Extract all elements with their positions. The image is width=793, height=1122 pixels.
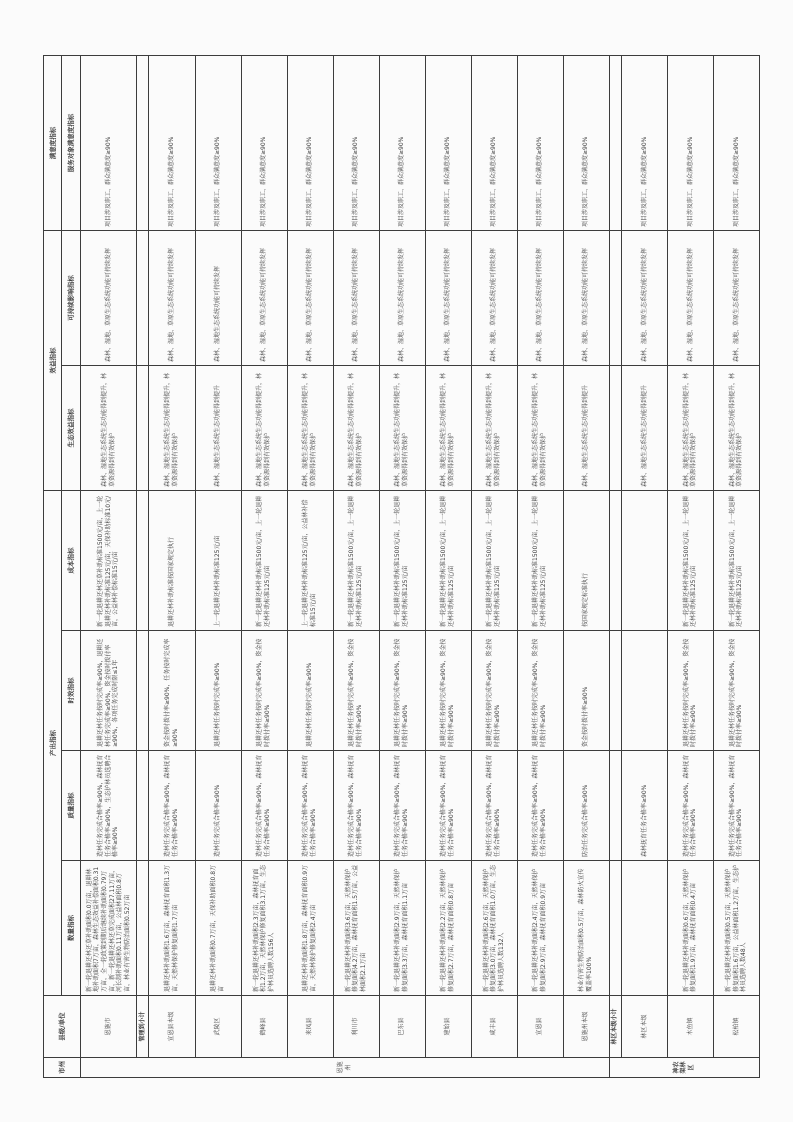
ecological-cell: 森林、湿地生态系统生态功能得到提升，林草资源得到有效保护 [333, 366, 379, 491]
empty-cell [609, 366, 621, 491]
service-cell: 项目涉及职工、群众满意度≥90% [149, 56, 195, 231]
sustainable-cell: 森林、湿地、草原生态系统功能可持续发挥 [425, 231, 471, 366]
header-satisfaction: 满意度指标 [44, 56, 62, 231]
county-name-cell: 宣恩县 [517, 996, 563, 1058]
county-row [621, 56, 667, 1078]
empty-cell [609, 631, 621, 751]
empty-cell [609, 56, 621, 231]
county-name-cell: 管理到小计 [137, 996, 149, 1058]
quality-cell: 造林任务完成合格率≥90%，森林抚育任务合格率≥90% [517, 751, 563, 861]
ecological-cell: 森林、湿地生态系统生态功能得到提升 [621, 366, 667, 491]
service-cell: 项目涉及职工、群众满意度≥90% [621, 56, 667, 231]
county-row [563, 56, 609, 1078]
county-row [195, 56, 241, 1078]
sustainable-cell: 森林、湿地、草原生态系统功能可持续发挥 [287, 231, 333, 366]
county-name-cell: 巴东县 [379, 996, 425, 1058]
county-name-cell: 利川市 [333, 996, 379, 1058]
county-name-cell: 恩施州本级 [563, 996, 609, 1058]
timeliness-cell: 资金按时拨付率≥90% [563, 631, 609, 751]
cost-cell: 新一轮退耕还林补助标准1500元/亩，上一轮退耕还林补助标准125元/亩 [517, 491, 563, 631]
ecological-cell: 森林、湿地生态系统生态功能得到提升 [195, 366, 241, 491]
quality-cell: 防治任务完成合格率≥90% [563, 751, 609, 861]
timeliness-cell: 资金按时拨付率≥90%，任务按时完成率≥90% [149, 631, 195, 751]
quality-cell: 造林任务完成合格率≥90%，森林抚育任务合格率≥90% [425, 751, 471, 861]
quantity-cell: 退耕还林补助面积0.7万亩，天保补助面积0.8万亩 [195, 861, 241, 996]
header-dept: 市州 [44, 1058, 81, 1078]
cost-cell: 新一轮退耕还林还草补助标准1500元/亩，上一轮退耕还林补助标准125元/亩，天保补助标准10元/亩，公益林补偿标准15元/亩 [80, 491, 136, 631]
quantity-cell: 新一轮退耕还林还草补助面积0.0万亩，退耕林地补助面积7万亩，森林生态效益补偿面积0.31万亩，全一轮政策到期后继续补助面积0.79万亩，新一轮退耕还林还草完成面积27.11万亩，河长制补助面积0.11万亩，公益林面积0.8万亩，林业有害生物防治面积0.52万亩 [80, 861, 136, 996]
service-cell: 项目涉及职工、群众满意度≥90% [713, 56, 759, 231]
quantity-cell: 新一轮退耕还林补助面积0.6万亩，天然林保护修复面积1.9万亩，森林抚育面积0.4万亩 [667, 861, 713, 996]
service-cell: 项目涉及职工、群众满意度≥90% [471, 56, 517, 231]
header-timeliness: 时效指标 [62, 631, 80, 751]
service-cell: 项目涉及职工、群众满意度≥90% [195, 56, 241, 231]
header-sustainable: 可持续影响指标 [62, 231, 80, 366]
county-row [287, 56, 333, 1078]
timeliness-cell: 退耕还林任务按时完成率≥90%，资金按时拨付率≥90% [713, 631, 759, 751]
quantity-cell: 退耕还林补助面积1.6万亩，森林抚育面积1.3万亩，天然林保护修复面积1.7万亩 [149, 861, 195, 996]
timeliness-cell: 退耕还林任务按时完成率≥90%，资金按时拨付率≥90% [379, 631, 425, 751]
county-row [713, 56, 759, 1078]
empty-cell [137, 231, 149, 366]
timeliness-cell: 退耕还林任务按时完成率≥90% [195, 631, 241, 751]
ecological-cell: 森林、湿地生态系统生态功能得到提升，林草资源得到有效保护 [241, 366, 287, 491]
sustainable-cell: 森林、湿地、草原生态系统功能可持续发挥 [241, 231, 287, 366]
quantity-cell: 新一轮退耕还林补助面积2.2万亩，天然林保护修复面积2.7万亩，森林抚育面积0.8万亩 [425, 861, 471, 996]
quality-cell: 造林任务完成合格率≥90%，森林抚育任务合格率≥90% [149, 751, 195, 861]
quantity-cell: 新一轮退耕还林补助面积2.9万亩，天然林保护修复面积3.3万亩，森林抚育面积1.1万亩 [379, 861, 425, 996]
timeliness-cell: 退耕还林任务按时完成率≥90%，资金按时拨付率≥90% [241, 631, 287, 751]
empty-cell [137, 56, 149, 231]
quality-cell: 造林任务完成合格率≥90%，森林抚育任务合格率≥90% [471, 751, 517, 861]
county-row [149, 56, 195, 1078]
timeliness-cell: 退耕还林任务按时完成率≥90%，资金按时拨付率≥90% [333, 631, 379, 751]
sustainable-cell: 森林、湿地、草原生态系统功能可持续发挥 [713, 231, 759, 366]
quality-cell: 森林抚育任务合格率≥90% [621, 751, 667, 861]
sustainable-cell: 森林、湿地生态系统功能可持续发挥 [195, 231, 241, 366]
quantity-cell: 新一轮退耕还林补助面积0.5万亩，天然林保护修复面积1.6万亩，公益林面积1.2万亩，生态护林员选聘人数48人 [713, 861, 759, 996]
timeliness-cell: 退耕还林任务按时完成率≥90%，资金按时拨付率≥90% [425, 631, 471, 751]
ecological-cell: 森林、湿地生态系统生态功能得到提升，林草资源得到有效保护 [379, 366, 425, 491]
subtotal-row [609, 56, 621, 1078]
county-name-cell: 恩施市 [80, 996, 136, 1058]
county-name-cell: 林区本级 [621, 996, 667, 1058]
quality-cell: 造林任务完成合格率≥90%，森林抚育任务合格率≥90% [241, 751, 287, 861]
service-cell: 项目涉及职工、群众满意度≥90% [80, 56, 136, 231]
timeliness-cell: 退耕还林任务按时完成率≥90% [287, 631, 333, 751]
cost-cell: 新一轮退耕还林补助标准1500元/亩，上一轮退耕还林补助标准125元/亩 [713, 491, 759, 631]
ecological-cell: 森林、湿地生态系统生态功能得到提升，林草资源得到有效保护 [517, 366, 563, 491]
header-quality: 质量指标 [62, 751, 80, 861]
sustainable-cell: 森林、湿地、草原生态系统功能可持续发挥 [563, 231, 609, 366]
header-effect: 效益指标 [44, 231, 62, 491]
quality-cell: 造林任务完成合格率≥90% [195, 751, 241, 861]
empty-cell [137, 366, 149, 491]
cost-cell: 新一轮退耕还林补助标准1500元/亩，上一轮退耕还林补助标准125元/亩 [241, 491, 287, 631]
sustainable-cell: 森林、湿地、草原生态系统功能可持续发挥 [149, 231, 195, 366]
service-cell: 项目涉及职工、群众满意度≥90% [517, 56, 563, 231]
timeliness-cell: 退耕还林任务按时完成率≥90%，资金按时拨付率≥90% [517, 631, 563, 751]
ecological-cell: 森林、湿地生态系统生态功能得到提升，林草资源得到有效保护 [667, 366, 713, 491]
ecological-cell: 森林、湿地生态系统生态功能得到提升，林草资源得到有效保护 [287, 366, 333, 491]
cost-cell: 新一轮退耕还林补助标准1500元/亩，上一轮退耕还林补助标准125元/亩 [379, 491, 425, 631]
header-sub: 县级/单位 [44, 996, 81, 1058]
ecological-cell: 森林、湿地生态系统生态功能得到提升，林草资源得到有效保护 [471, 366, 517, 491]
service-cell: 项目涉及职工、群众满意度≥90% [667, 56, 713, 231]
sustainable-cell: 森林、湿地、草原生态系统功能可持续发挥 [379, 231, 425, 366]
empty-cell [609, 861, 621, 996]
cost-cell: 按国家规定标准执行 [563, 491, 609, 631]
service-cell: 项目涉及职工、群众满意度≥90% [333, 56, 379, 231]
county-name-cell: 武陵区 [195, 996, 241, 1058]
empty-cell [609, 751, 621, 861]
header-ecological: 生态效益指标 [62, 366, 80, 491]
quality-cell: 造林任务完成合格率≥90%，森林抚育任务合格率≥90% [379, 751, 425, 861]
ecological-cell: 森林、湿地生态系统生态功能得到提升 [563, 366, 609, 491]
timeliness-cell: 退耕还林任务按时完成率≥90%，资金按时拨付率≥90% [471, 631, 517, 751]
subtotal-row [137, 56, 149, 1078]
quality-cell: 造林任务完成合格率≥90%，森林抚育任务合格率≥90% [287, 751, 333, 861]
cost-cell: 新一轮退耕还林补助标准1500元/亩，上一轮退耕还林补助标准125元/亩 [425, 491, 471, 631]
service-cell: 项目涉及职工、群众满意度≥90% [287, 56, 333, 231]
service-cell: 项目涉及职工、群众满意度≥90% [379, 56, 425, 231]
empty-cell [137, 491, 149, 631]
cost-cell: 上一轮退耕还林补助标准125元/亩 [195, 491, 241, 631]
sustainable-cell: 森林、湿地、草原生态系统功能可持续发挥 [621, 231, 667, 366]
sustainable-cell: 森林、湿地、草原生态系统功能可持续发挥 [667, 231, 713, 366]
county-name-cell: 鹤峰县 [241, 996, 287, 1058]
county-row [80, 56, 136, 1078]
county-name-cell: 林区本级小计 [609, 996, 621, 1058]
quality-cell: 造林任务完成合格率≥90%，森林抚育任务合格率≥90% [667, 751, 713, 861]
quantity-cell: 退耕还林补助面积1.8万亩，森林抚育面积0.9万亩，天然林保护修复面积2.4万亩 [287, 861, 333, 996]
county-row [241, 56, 287, 1078]
county-row [471, 56, 517, 1078]
cost-cell: 新一轮退耕还林补助标准1500元/亩，上一轮退耕还林补助标准125元/亩 [333, 491, 379, 631]
ecological-cell: 森林、湿地生态系统生态功能得到提升，林草资源得到有效保护 [425, 366, 471, 491]
header-service: 服务对象满意度指标 [62, 56, 80, 231]
header-cost: 成本指标 [62, 491, 80, 631]
cost-cell: 退耕还林补助标准按国家规定执行 [149, 491, 195, 631]
header-quantity: 数量指标 [62, 861, 80, 996]
performance-table [43, 55, 760, 1078]
sustainable-cell: 森林、湿地、草原生态系统功能可持续发挥 [80, 231, 136, 366]
county-name-cell: 木鱼镇 [667, 996, 713, 1058]
quantity-cell: 新一轮退耕还林补助面积2.3万亩，森林抚育面积1.2万亩，天然林保护修复面积3.1万亩，生态护林员选聘人数156人 [241, 861, 287, 996]
county-name-cell: 建始县 [425, 996, 471, 1058]
timeliness-cell: 退耕还林任务按时完成率≥90%，退耕还林任务完成率≥90%，资金按时拨付率≥90%，各项任务完成时限≤1年 [80, 631, 136, 751]
county-name-cell: 松柏镇 [713, 996, 759, 1058]
sustainable-cell: 森林、湿地、草原生态系统功能可持续发挥 [333, 231, 379, 366]
service-cell: 项目涉及职工、群众满意度≥90% [563, 56, 609, 231]
empty-cell [609, 231, 621, 366]
service-cell: 项目涉及职工、群众满意度≥90% [425, 56, 471, 231]
county-name-cell: 来凤县 [287, 996, 333, 1058]
empty-cell [137, 751, 149, 861]
quantity-cell [621, 861, 667, 996]
sustainable-cell: 森林、湿地、草原生态系统功能可持续发挥 [471, 231, 517, 366]
county-row [517, 56, 563, 1078]
county-row [333, 56, 379, 1078]
county-row [379, 56, 425, 1078]
quality-cell: 造林任务完成合格率≥90%，森林抚育任务合格率≥90%，生态护林员选聘合格率≥90% [80, 751, 136, 861]
cost-cell: 上一轮退耕还林补助标准125元/亩，公益林补偿标准15元/亩 [287, 491, 333, 631]
quality-cell: 造林任务完成合格率≥90%，森林抚育任务合格率≥90% [333, 751, 379, 861]
quantity-cell: 新一轮退耕还林补助面积2.4万亩，天然林保护修复面积2.9万亩，森林抚育面积0.9万亩 [517, 861, 563, 996]
county-name-cell: 宣恩县本级 [149, 996, 195, 1058]
quantity-cell: 林业有害生物防治面积0.5万亩，森林防火宣传覆盖率100% [563, 861, 609, 996]
sustainable-cell: 森林、湿地、草原生态系统功能可持续发挥 [517, 231, 563, 366]
header-output: 产出指标 [44, 491, 62, 996]
timeliness-cell [621, 631, 667, 751]
county-row [425, 56, 471, 1078]
ecological-cell: 森林、湿地生态系统生态功能得到提升，林草资源得到有效保护 [149, 366, 195, 491]
quality-cell: 造林任务完成合格率≥90%，森林抚育任务合格率≥90% [713, 751, 759, 861]
quantity-cell: 新一轮退耕还林补助面积2.6万亩，天然林保护修复面积3.0万亩，森林抚育面积1.0万亩，生态护林员选聘人数132人 [471, 861, 517, 996]
empty-cell [137, 631, 149, 751]
dept-cell: 恩施州 [80, 1058, 609, 1078]
cost-cell [621, 491, 667, 631]
dept-cell: 神农架林区 [609, 1058, 759, 1078]
ecological-cell: 森林、湿地生态系统生态功能得到提升，林草资源得到有效保护 [80, 366, 136, 491]
quantity-cell: 新一轮退耕还林补助面积3.6万亩，天然林保护修复面积4.2万亩，森林抚育面积1.5万亩，公益林面积2.1万亩 [333, 861, 379, 996]
timeliness-cell: 退耕还林任务按时完成率≥90%，资金按时拨付率≥90% [667, 631, 713, 751]
empty-cell [137, 861, 149, 996]
ecological-cell: 森林、湿地生态系统生态功能得到提升，林草资源得到有效保护 [713, 366, 759, 491]
cost-cell: 新一轮退耕还林补助标准1500元/亩，上一轮退耕还林补助标准125元/亩 [471, 491, 517, 631]
county-row [667, 56, 713, 1078]
county-name-cell: 咸丰县 [471, 996, 517, 1058]
header-row-1 [44, 56, 62, 1078]
empty-cell [609, 491, 621, 631]
table-body [44, 56, 760, 1078]
header-row-2 [62, 56, 80, 1078]
service-cell: 项目涉及职工、群众满意度≥90% [241, 56, 287, 231]
cost-cell: 新一轮退耕还林补助标准1500元/亩，上一轮退耕还林补助标准125元/亩 [667, 491, 713, 631]
